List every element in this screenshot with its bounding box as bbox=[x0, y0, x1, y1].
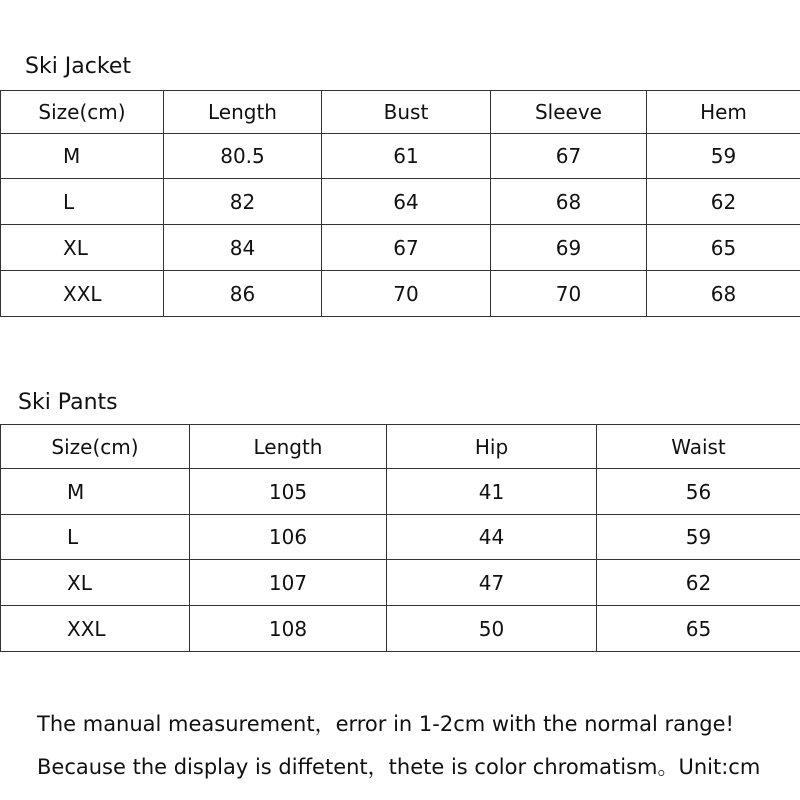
size-cell: L bbox=[1, 179, 164, 225]
bust-cell: 64 bbox=[322, 179, 491, 225]
header-cell-length: Length bbox=[190, 425, 387, 469]
length-cell: 105 bbox=[190, 469, 387, 515]
length-cell: 86 bbox=[164, 271, 322, 317]
header-cell-hem: Hem bbox=[647, 91, 800, 134]
hem-cell: 68 bbox=[647, 271, 800, 317]
sleeve-cell: 68 bbox=[491, 179, 647, 225]
ski-jacket-size-table bbox=[0, 90, 800, 317]
length-cell: 106 bbox=[190, 515, 387, 560]
hem-cell: 62 bbox=[647, 179, 800, 225]
length-cell: 82 bbox=[164, 179, 322, 225]
sleeve-cell: 69 bbox=[491, 225, 647, 271]
table-row bbox=[1, 271, 800, 317]
bust-cell: 70 bbox=[322, 271, 491, 317]
table-row bbox=[1, 515, 800, 560]
length-cell: 84 bbox=[164, 225, 322, 271]
size-cell: XL bbox=[1, 560, 190, 606]
size-cell: M bbox=[1, 469, 190, 515]
hip-cell: 41 bbox=[387, 469, 597, 515]
waist-cell: 62 bbox=[597, 560, 800, 606]
header-cell-sleeve: Sleeve bbox=[491, 91, 647, 134]
ski-pants-title: Ski Pants bbox=[18, 390, 118, 415]
length-cell: 107 bbox=[190, 560, 387, 606]
table-header-row bbox=[1, 91, 800, 134]
hip-cell: 47 bbox=[387, 560, 597, 606]
ski-jacket-title: Ski Jacket bbox=[25, 54, 131, 79]
hip-cell: 44 bbox=[387, 515, 597, 560]
hem-cell: 65 bbox=[647, 225, 800, 271]
header-cell-waist: Waist bbox=[597, 425, 800, 469]
length-cell: 108 bbox=[190, 606, 387, 652]
bust-cell: 61 bbox=[322, 134, 491, 179]
waist-cell: 56 bbox=[597, 469, 800, 515]
ski-pants-size-table bbox=[0, 424, 800, 652]
sleeve-cell: 70 bbox=[491, 271, 647, 317]
length-cell: 80.5 bbox=[164, 134, 322, 179]
size-cell: XXL bbox=[1, 606, 190, 652]
header-cell-size: Size(cm) bbox=[1, 91, 164, 134]
table-row bbox=[1, 225, 800, 271]
waist-cell: 65 bbox=[597, 606, 800, 652]
bust-cell: 67 bbox=[322, 225, 491, 271]
table-row bbox=[1, 606, 800, 652]
table-row bbox=[1, 469, 800, 515]
table-header-row bbox=[1, 425, 800, 469]
table-row bbox=[1, 179, 800, 225]
hem-cell: 59 bbox=[647, 134, 800, 179]
sleeve-cell: 67 bbox=[491, 134, 647, 179]
measurement-note: The manual measurement，error in 1-2cm with the normal range! bbox=[37, 712, 734, 736]
waist-cell: 59 bbox=[597, 515, 800, 560]
header-cell-hip: Hip bbox=[387, 425, 597, 469]
table-row bbox=[1, 560, 800, 606]
header-cell-length: Length bbox=[164, 91, 322, 134]
size-cell: M bbox=[1, 134, 164, 179]
size-cell: XL bbox=[1, 225, 164, 271]
header-cell-bust: Bust bbox=[322, 91, 491, 134]
size-cell: L bbox=[1, 515, 190, 560]
size-cell: XXL bbox=[1, 271, 164, 317]
color-note: Because the display is diffetent，thete is color chromatism。Unit:cm bbox=[37, 755, 761, 779]
table-row bbox=[1, 134, 800, 179]
header-cell-size: Size(cm) bbox=[1, 425, 190, 469]
hip-cell: 50 bbox=[387, 606, 597, 652]
